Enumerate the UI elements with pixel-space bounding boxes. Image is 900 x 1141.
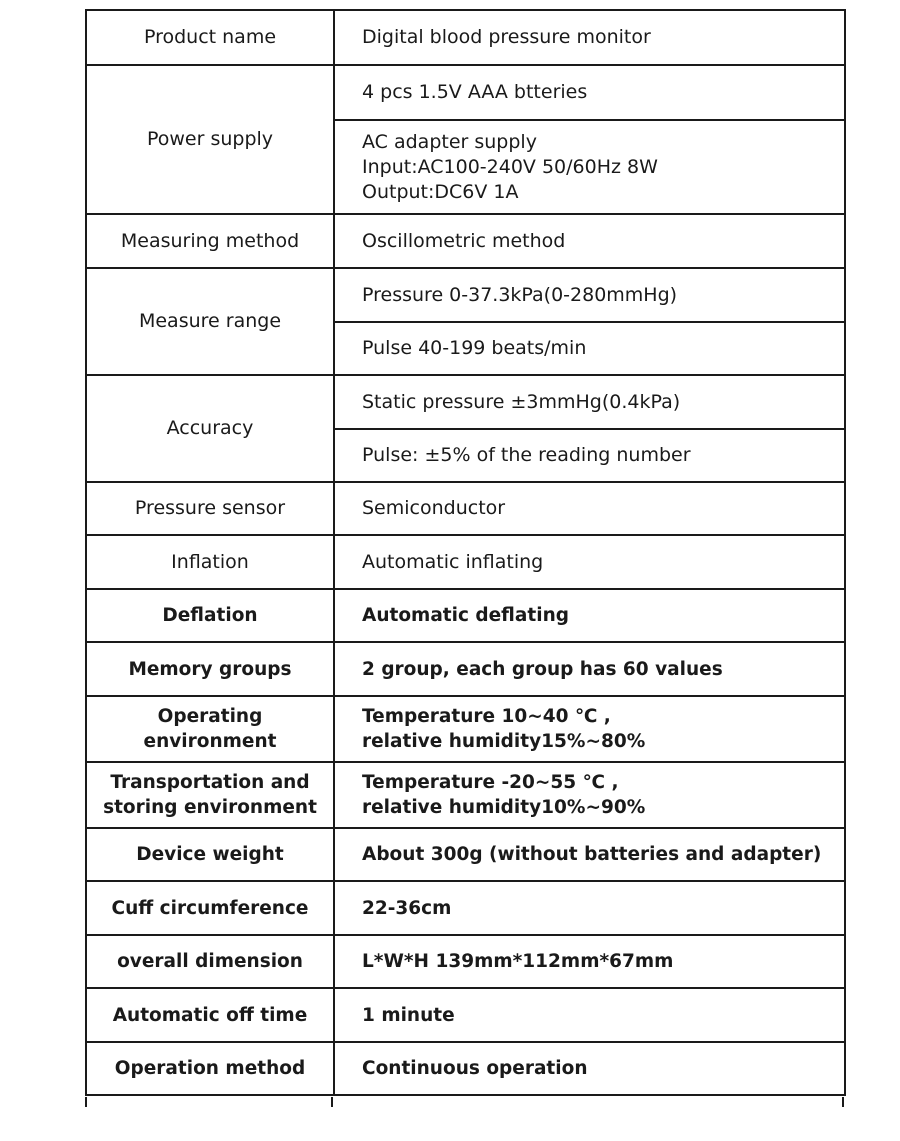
spec-label: Deflation — [86, 589, 334, 642]
table-row — [86, 375, 845, 429]
spec-label: overall dimension — [86, 935, 334, 988]
spec-label: Memory groups — [86, 642, 334, 696]
spec-label: Measure range — [86, 268, 334, 375]
table-row — [86, 589, 845, 642]
spec-label: Cuff circumference — [86, 881, 334, 935]
spec-label: Operation method — [86, 1042, 334, 1095]
table-border-stub — [842, 1097, 844, 1107]
spec-label: Measuring method — [86, 214, 334, 268]
spec-value-line: relative humidity15%~80% — [362, 731, 646, 752]
table-row — [86, 696, 845, 762]
table-row — [86, 642, 845, 696]
spec-label: Pressure sensor — [86, 482, 334, 535]
spec-value: Pulse 40-199 beats/min — [334, 322, 845, 375]
table-row — [86, 10, 845, 65]
spec-label: Accuracy — [86, 375, 334, 482]
spec-value: Pressure 0-37.3kPa(0-280mmHg) — [334, 268, 845, 322]
spec-value: L*W*H 139mm*112mm*67mm — [334, 935, 845, 988]
specification-table — [85, 9, 846, 1096]
spec-value: Automatic inflating — [334, 535, 845, 589]
table-row — [86, 1042, 845, 1095]
spec-label: Automatic off time — [86, 988, 334, 1042]
spec-value-line: Input:AC100-240V 50/60Hz 8W — [362, 155, 658, 178]
spec-label-line: environment — [143, 731, 277, 752]
table-border-stub — [331, 1097, 333, 1107]
spec-value: 22-36cm — [334, 881, 845, 935]
spec-value-line: relative humidity10%~90% — [362, 797, 646, 818]
spec-label-line: Operating — [157, 706, 263, 727]
spec-value: Oscillometric method — [334, 214, 845, 268]
table-row — [86, 65, 845, 120]
table-row — [86, 762, 845, 828]
spec-label: Product name — [86, 10, 334, 65]
spec-value: 2 group, each group has 60 values — [334, 642, 845, 696]
spec-value: About 300g (without batteries and adapter) — [334, 828, 845, 881]
table-row — [86, 214, 845, 268]
spec-value: Pulse: ±5% of the reading number — [334, 429, 845, 482]
spec-label: Device weight — [86, 828, 334, 881]
spec-value — [334, 762, 845, 828]
spec-label-line: storing environment — [103, 797, 317, 818]
table-row — [86, 268, 845, 322]
spec-label — [86, 696, 334, 762]
spec-label: Power supply — [86, 65, 334, 214]
spec-value — [334, 696, 845, 762]
spec-value-line: Output:DC6V 1A — [362, 180, 519, 203]
table-border-stub — [85, 1097, 87, 1107]
table-row — [86, 482, 845, 535]
table-row — [86, 881, 845, 935]
spec-value-line: AC adapter supply — [362, 130, 537, 153]
spec-value: Automatic deflating — [334, 589, 845, 642]
spec-label: Inflation — [86, 535, 334, 589]
spec-value: 4 pcs 1.5V AAA btteries — [334, 65, 845, 120]
spec-value-line: Temperature 10~40 ℃ , — [362, 706, 611, 727]
spec-value-line: Temperature -20~55 ℃ , — [362, 772, 619, 793]
spec-value — [334, 120, 845, 214]
spec-value: Semiconductor — [334, 482, 845, 535]
spec-label — [86, 762, 334, 828]
table-row — [86, 935, 845, 988]
spec-value: Digital blood pressure monitor — [334, 10, 845, 65]
table-row — [86, 828, 845, 881]
spec-label-line: Transportation and — [110, 772, 310, 793]
spec-value: Static pressure ±3mmHg(0.4kPa) — [334, 375, 845, 429]
table-row — [86, 988, 845, 1042]
table-row — [86, 535, 845, 589]
spec-value: Continuous operation — [334, 1042, 845, 1095]
spec-value: 1 minute — [334, 988, 845, 1042]
